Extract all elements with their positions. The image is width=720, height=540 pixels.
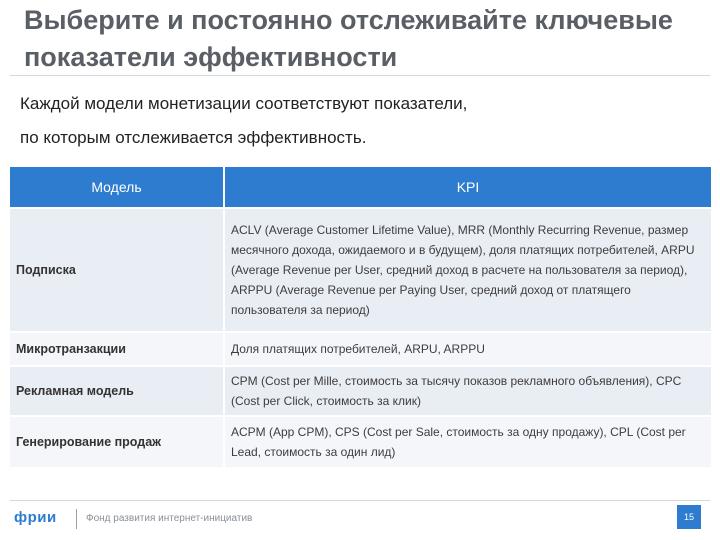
table-row <box>10 332 711 366</box>
table-header-row <box>10 167 711 208</box>
page-number-badge: 15 <box>677 505 701 529</box>
model-cell: Рекламная модель <box>10 366 224 416</box>
model-cell: Микротранзакции <box>10 332 224 366</box>
logo-separator <box>76 509 77 529</box>
kpi-table <box>10 167 711 467</box>
kpi-cell: ACPM (App CPM), CPS (Cost per Sale, стоимость за одну продажу), CPL (Cost per Lead, стоимость за один лид) <box>224 416 711 467</box>
slide-title: Выберите и постоянно отслеживайте ключевые показатели эффективности <box>24 5 673 72</box>
brand-tagline: Фонд развития интернет-инициатив <box>86 513 253 524</box>
model-cell: Генерирование продаж <box>10 416 224 467</box>
intro-line-2: по которым отслеживается эффективность. <box>20 128 367 147</box>
table-row <box>10 366 711 416</box>
header-kpi: KPI <box>224 167 711 208</box>
intro-line-1: Каждой модели монетизации соответствуют показатели, <box>20 94 468 113</box>
kpi-cell: ACLV (Average Customer Lifetime Value), MRR (Monthly Recurring Revenue, размер месячного дохода, ожидаемого и в будущем), доля платящих потребителей, ARPU (Average Revenue per User, средний доход в расчете на пользователя за период), ARPPU (Average Revenue per Paying User, средний доход от платящего пользователя за период) <box>224 208 711 332</box>
brand-logo: фрии <box>14 509 57 526</box>
title-divider <box>10 75 710 76</box>
model-cell: Подписка <box>10 208 224 332</box>
header-model: Модель <box>10 167 224 208</box>
kpi-cell: CPM (Cost per Mille, стоимость за тысячу показов рекламного объявления), CPC (Cost per Click, стоимость за клик) <box>224 366 711 416</box>
kpi-cell: Доля платящих потребителей, ARPU, ARPPU <box>224 332 711 366</box>
table-row <box>10 416 711 467</box>
table-row <box>10 208 711 332</box>
footer-divider <box>10 500 710 501</box>
